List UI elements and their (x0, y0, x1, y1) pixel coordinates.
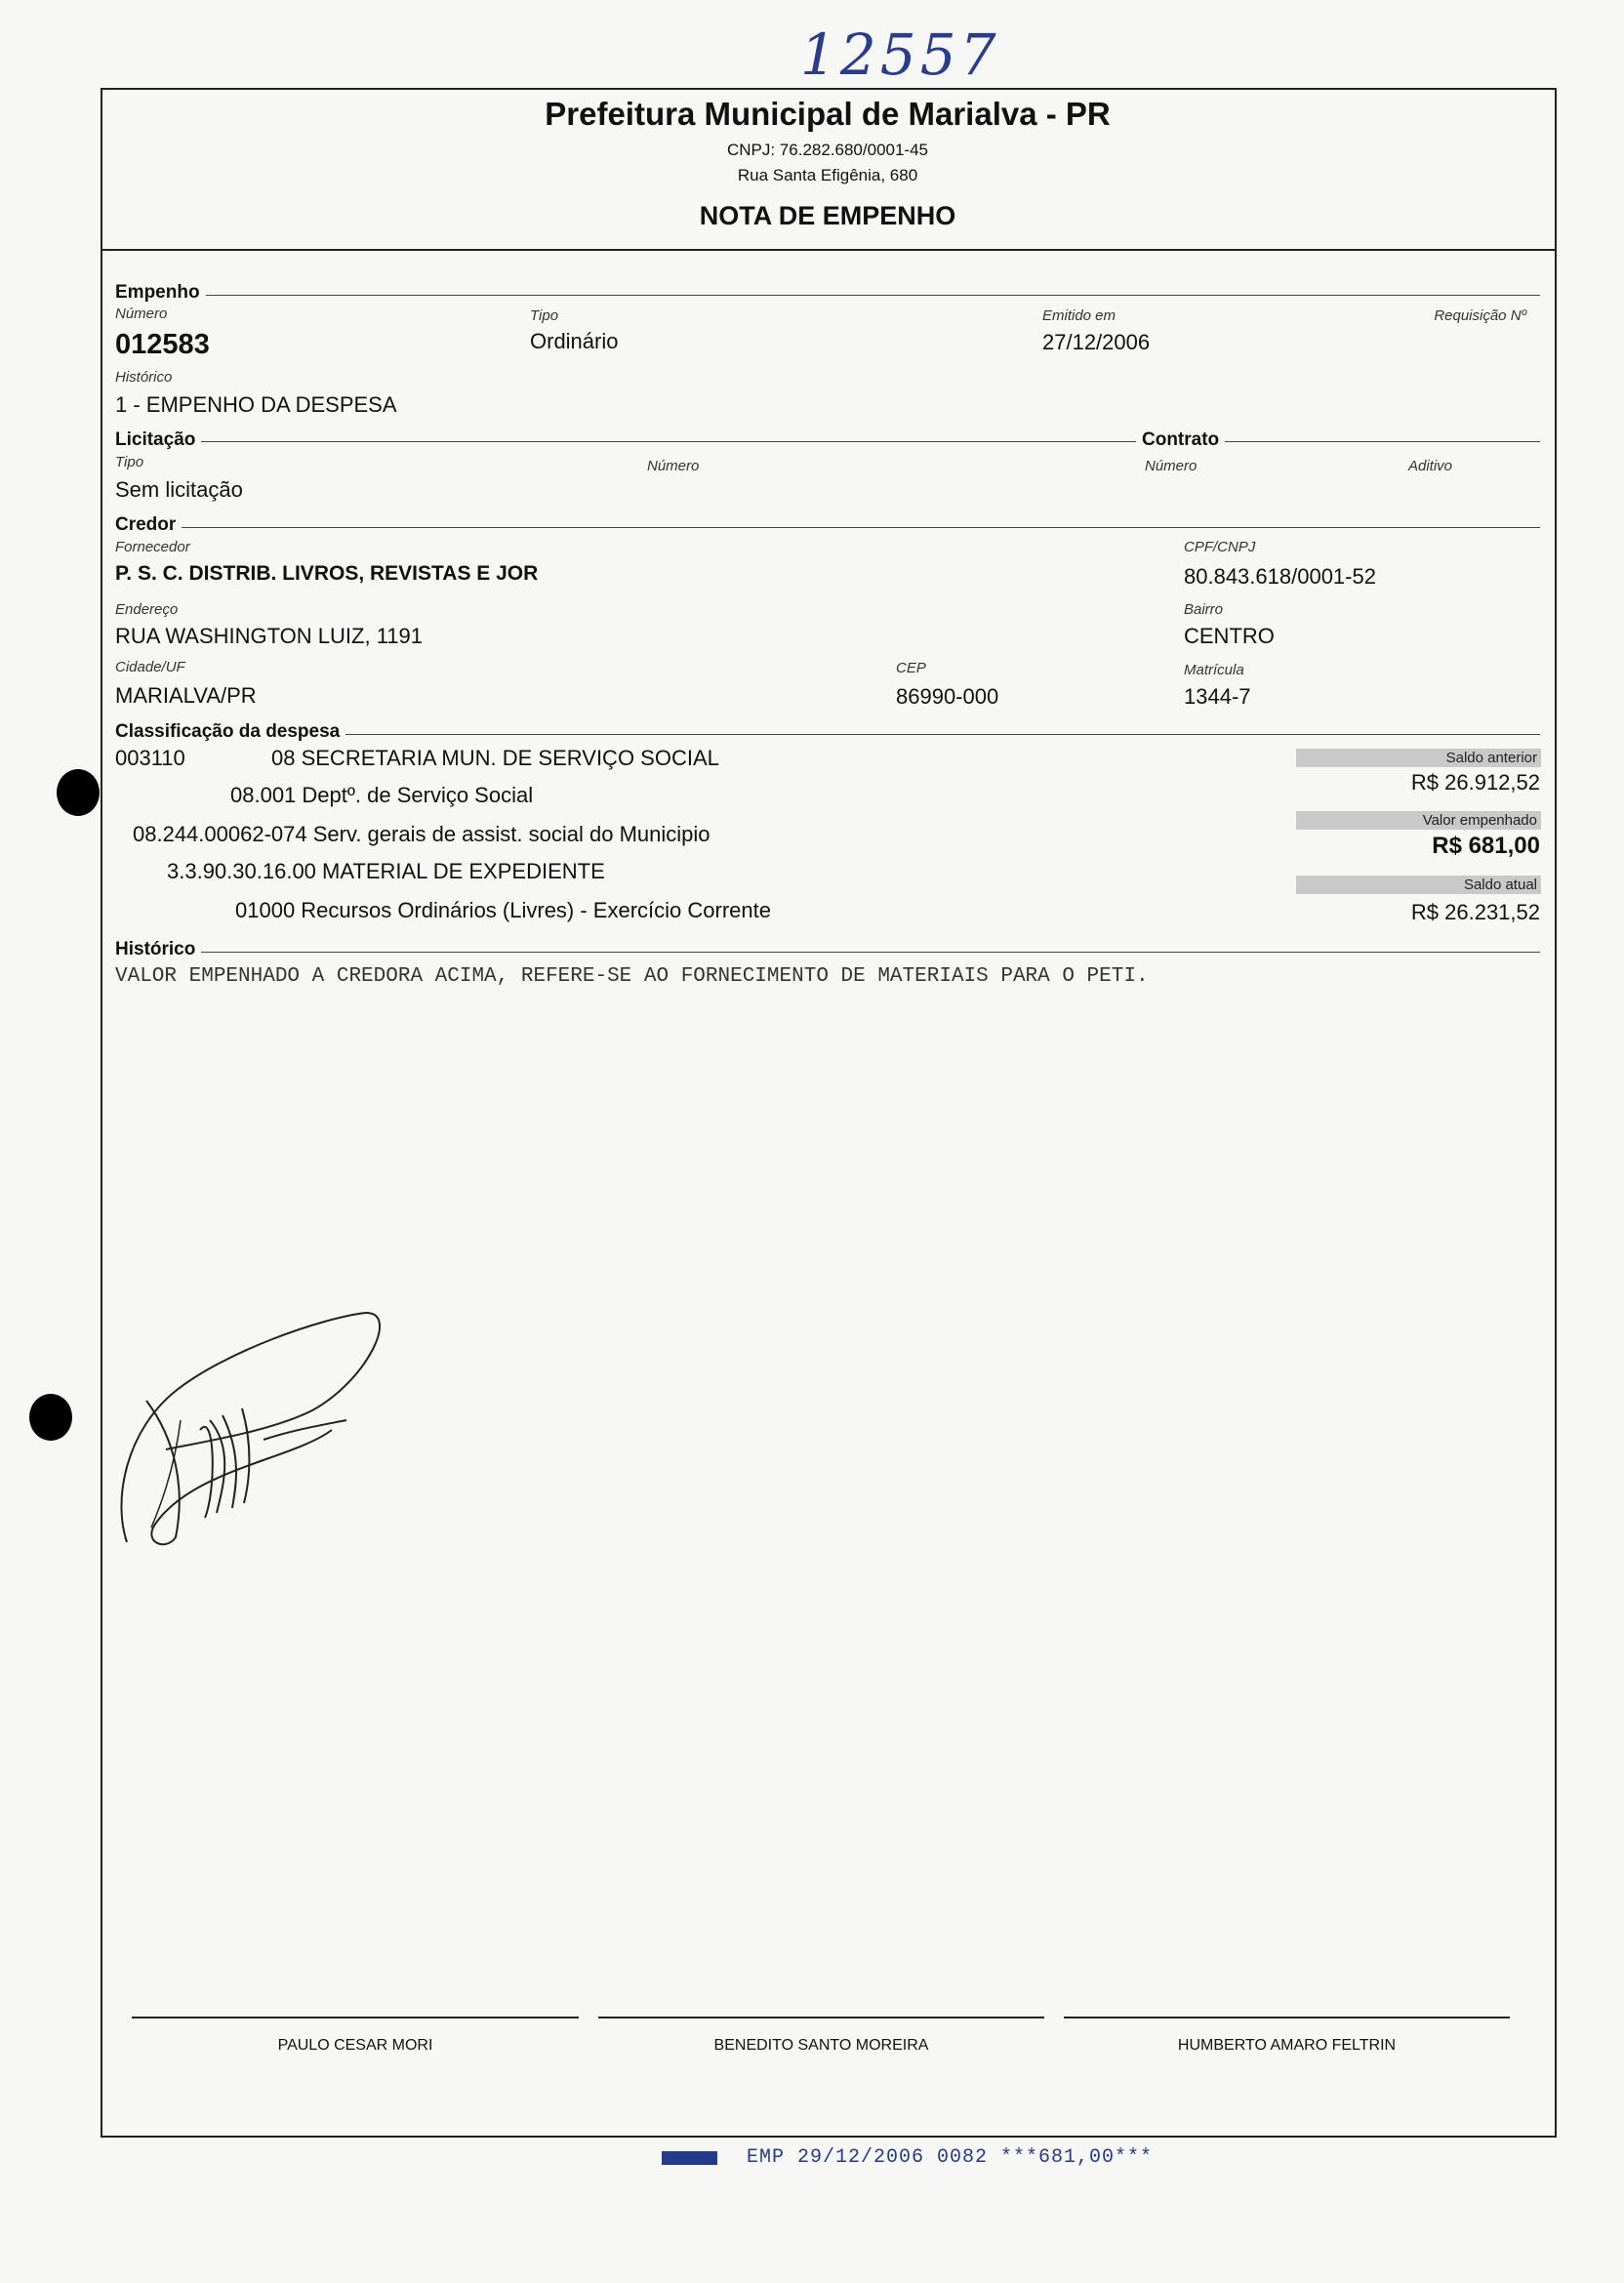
cep-label: CEP (896, 660, 926, 676)
signature-name-2: BENEDITO SANTO MOREIRA (713, 2037, 929, 2054)
historico-label: Histórico (115, 369, 173, 386)
signature-line (598, 2017, 1044, 2018)
header-divider (101, 249, 1555, 251)
endereco-label: Endereço (115, 601, 179, 618)
punch-hole (57, 769, 100, 816)
cidade-label: Cidade/UF (115, 659, 185, 675)
classificacao-code: 003110 (115, 746, 185, 770)
signature-name-1: PAULO CESAR MORI (277, 2037, 433, 2054)
section-historico: Histórico (115, 939, 201, 960)
bairro-label: Bairro (1184, 601, 1224, 618)
cpf-label: CPF/CNPJ (1184, 539, 1256, 555)
handwritten-number: 12557 (800, 21, 1000, 88)
classificacao-elemento: 3.3.90.30.16.00 MATERIAL DE EXPEDIENTE (167, 859, 605, 883)
saldo-atual: R$ 26.231,52 (1410, 900, 1540, 924)
credor-bairro: CENTRO (1184, 624, 1275, 648)
contrato-numero-label: Número (1145, 458, 1198, 474)
classificacao-unidade: 08.001 Deptº. de Serviço Social (230, 783, 534, 807)
credor-cpf: 80.843.618/0001-52 (1184, 564, 1376, 589)
section-credor: Credor (115, 514, 182, 536)
header-cnpj: CNPJ: 76.282.680/0001-45 (726, 141, 929, 159)
numero-label: Número (115, 306, 168, 322)
matricula-label: Matrícula (1184, 662, 1244, 678)
emitido-label: Emitido em (1042, 307, 1116, 324)
header-address: Rua Santa Efigênia, 680 (737, 166, 918, 184)
fornecedor-label: Fornecedor (115, 539, 190, 555)
section-classificacao: Classificação da despesa (115, 721, 345, 743)
doc-title: NOTA DE EMPENHO (699, 201, 956, 230)
section-rule (115, 441, 1540, 442)
footer-stamp: EMP 29/12/2006 0082 ***681,00*** (747, 2146, 1154, 2169)
signature-line (1064, 2017, 1510, 2018)
empenho-historico: 1 - EMPENHO DA DESPESA (115, 392, 397, 417)
section-licitacao: Licitação (115, 429, 201, 451)
empenho-emitido: 27/12/2006 (1042, 330, 1151, 354)
classificacao-orgao: 08 SECRETARIA MUN. DE SERVIÇO SOCIAL (271, 746, 719, 770)
licitacao-tipo: Sem licitação (115, 477, 243, 502)
licitacao-tipo-label: Tipo (115, 454, 144, 470)
valor-empenhado-label: Valor empenhado (1296, 811, 1541, 830)
credor-matricula: 1344-7 (1184, 684, 1251, 709)
requisicao-label: Requisição Nº (1434, 307, 1526, 324)
tipo-label: Tipo (530, 307, 559, 324)
saldo-anterior-label: Saldo anterior (1296, 749, 1541, 767)
section-contrato: Contrato (1136, 429, 1225, 451)
credor-endereco: RUA WASHINGTON LUIZ, 1191 (115, 624, 424, 648)
signature-line (132, 2017, 579, 2018)
punch-hole (29, 1394, 72, 1441)
empenho-tipo: Ordinário (530, 329, 619, 353)
credor-fornecedor: P. S. C. DISTRIB. LIVROS, REVISTAS E JOR (115, 562, 539, 585)
classificacao-recurso: 01000 Recursos Ordinários (Livres) - Exercício Corrente (235, 898, 771, 922)
valor-empenhado: R$ 681,00 (1432, 833, 1540, 859)
saldo-anterior: R$ 26.912,52 (1410, 770, 1540, 795)
section-rule (115, 295, 1540, 296)
licitacao-numero-label: Número (647, 458, 700, 474)
saldo-atual-label: Saldo atual (1296, 876, 1541, 894)
footer-stamp-mark (662, 2151, 717, 2165)
section-rule (115, 952, 1540, 953)
empenho-numero: 012583 (115, 329, 210, 360)
section-rule (115, 527, 1540, 528)
contrato-aditivo-label: Aditivo (1408, 458, 1453, 474)
page-title: Prefeitura Municipal de Marialva - PR (545, 96, 1111, 132)
signature-name-3: HUMBERTO AMARO FELTRIN (1177, 2037, 1397, 2054)
historico-text: VALOR EMPENHADO A CREDORA ACIMA, REFERE-SE AO FORNECIMENTO DE MATERIAIS PARA O PETI. (115, 965, 1149, 988)
classificacao-funcional: 08.244.00062-074 Serv. gerais de assist. social do Municipio (133, 822, 710, 846)
section-empenho: Empenho (115, 282, 206, 304)
handwritten-signature (107, 1293, 400, 1557)
credor-cidade: MARIALVA/PR (115, 683, 257, 708)
credor-cep: 86990-000 (896, 684, 999, 709)
